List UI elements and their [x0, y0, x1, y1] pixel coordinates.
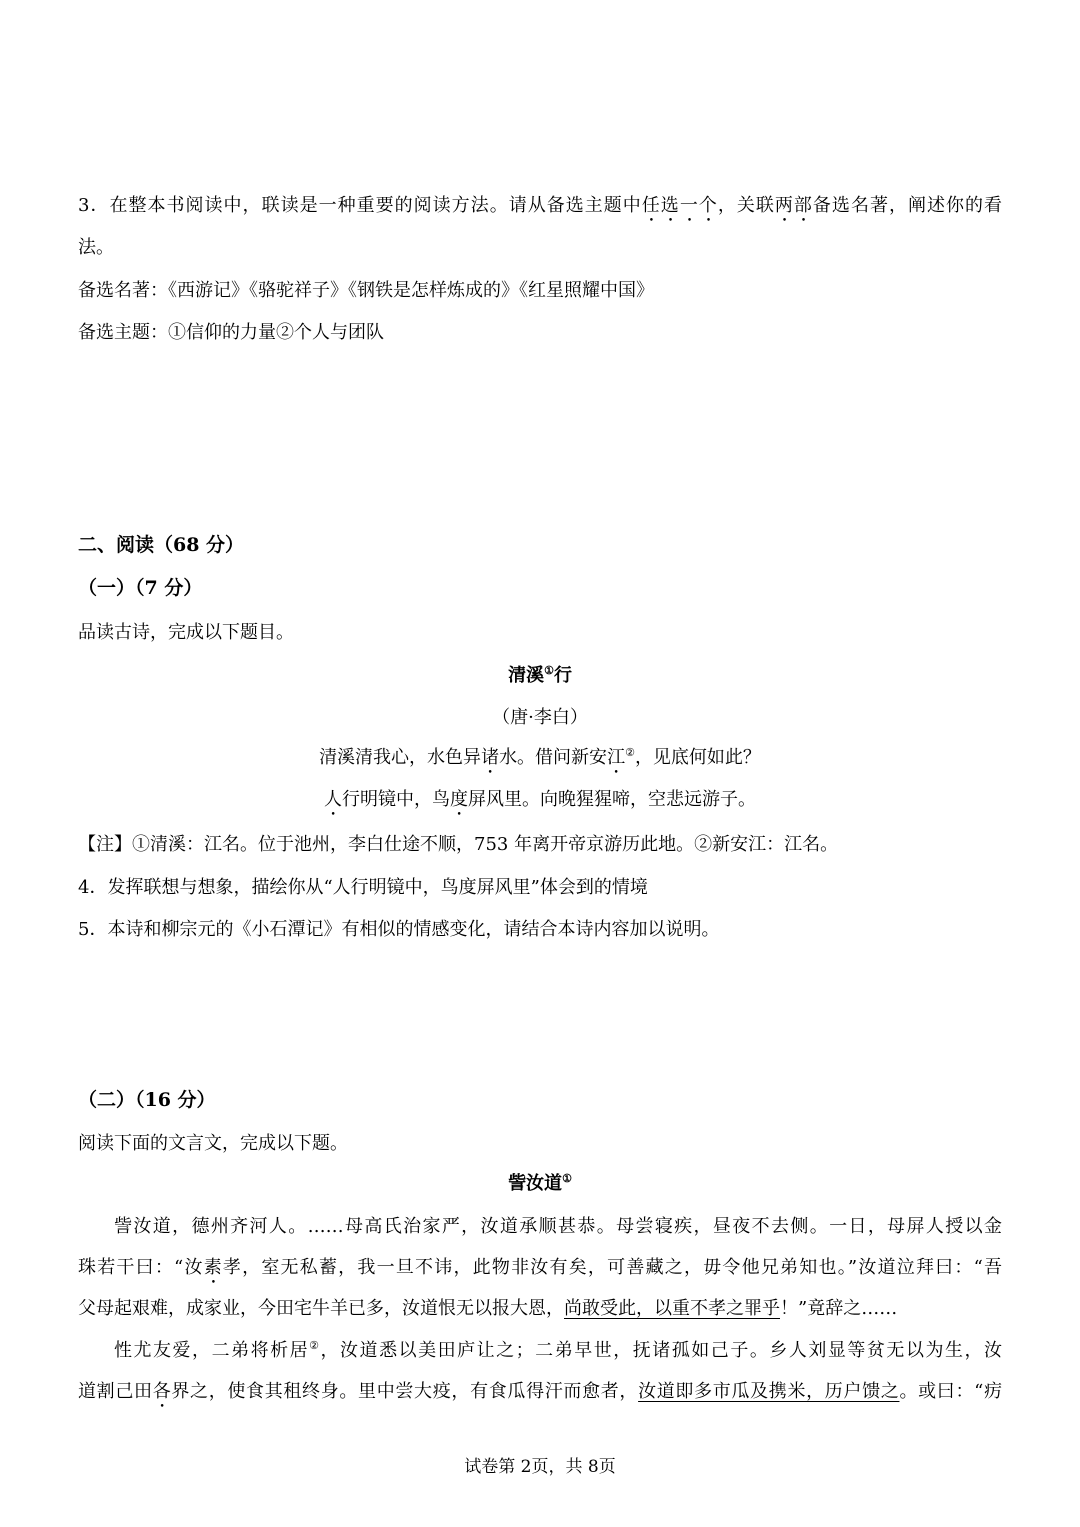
- text-p1-line1: 訾汝道，德州齐河人。……母高氏治家严，汝道承顺甚恭。母尝寝疾，昼夜不去侧。一日，母屏人授以金: [114, 1216, 1002, 1237]
- poem-title: 清溪①行: [508, 664, 572, 686]
- underlined-sentence: 汝道即多市瓜及携米，历户馈之: [638, 1381, 900, 1402]
- q3-books: 备选名著：《西游记》《骆驼祥子》《钢铁是怎样炼成的》《红星照耀中国》: [78, 280, 654, 301]
- part2-title: （二）（16 分）: [78, 1089, 216, 1111]
- page-footer: 试卷第 2页，共 8页: [464, 1457, 616, 1477]
- part1-instruction: 品读古诗，完成以下题目。: [78, 622, 294, 643]
- poem-line-2: 人行明镜中，鸟度屏风里。向晚猩猩啼，空悲远游子。: [324, 789, 756, 810]
- q3-line2: 法。: [78, 237, 114, 258]
- section-title: 二、阅读（68 分）: [78, 534, 245, 556]
- poem-note: 【注】①清溪：江名。位于池州，李白仕途不顺，753 年离开帝京游历此地。②新安江：江名。: [78, 834, 839, 855]
- part2-instruction: 阅读下面的文言文，完成以下题。: [78, 1133, 348, 1154]
- text-p2-line2: 道割己田各界之，使食其租终身。里中尝大疫，有食瓜得汗而愈者，汝道即多市瓜及携米，历户馈之。或曰：“疠: [78, 1381, 1003, 1402]
- emphasis-text: 任选一个: [641, 195, 718, 216]
- q3-line1: 3．在整本书阅读中，联读是一种重要的阅读方法。请从备选主题中任选一个，关联两部备选名著，阐述你的看: [78, 195, 1003, 216]
- question-4: 4．发挥联想与想象，描绘你从“人行明镜中，鸟度屏风里”体会到的情境: [78, 877, 648, 898]
- text-p2-line1: 性尤友爱，二弟将析居②，汝道悉以美田庐让之；二弟早世，抚诸孤如己子。乡人刘显等贫无以为生，汝: [114, 1339, 1002, 1361]
- emphasis-text: 两部: [774, 195, 813, 216]
- poem-author: （唐·李白）: [492, 707, 588, 728]
- q3-themes: 备选主题：①信仰的力量②个人与团队: [78, 322, 384, 343]
- question-5: 5．本诗和柳宗元的《小石潭记》有相似的情感变化，请结合本诗内容加以说明。: [78, 919, 720, 940]
- text-p1-line2: 珠若干曰：“汝素孝，室无私蓄，我一旦不讳，此物非汝有矣，可善藏之，毋令他兄弟知也。”汝道泣拜曰：“吾: [78, 1257, 1003, 1278]
- text-p1-line3: 父母起艰难，成家业，今田宅牛羊已多，汝道恨无以报大恩，尚敢受此，以重不孝之罪乎！”竟辞之……: [78, 1298, 898, 1319]
- poem-line-1: 清溪清我心，水色异诸水。借问新安江②，见底何如此？: [319, 746, 761, 768]
- text-title: 訾汝道①: [508, 1172, 572, 1194]
- underlined-sentence: 尚敢受此，以重不孝之罪乎: [564, 1298, 780, 1319]
- part1-title: （一）（7 分）: [78, 577, 203, 599]
